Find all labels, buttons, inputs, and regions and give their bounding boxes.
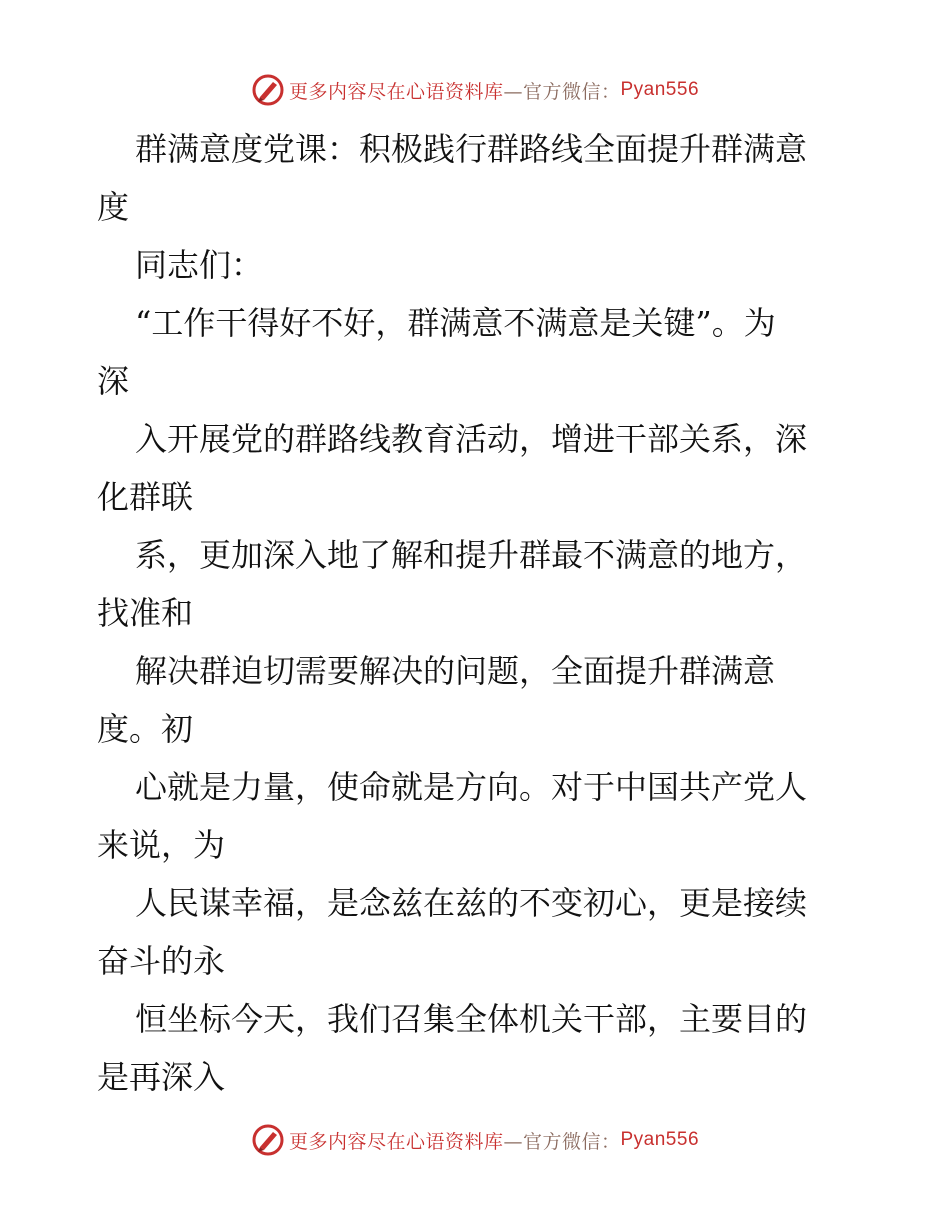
doc-line: 同志们： [135,246,264,284]
doc-line: 人民谋幸福，是念兹在兹的不变初心，更是接续 [135,884,808,922]
doc-line: 度。初 [97,710,194,748]
doc-line: 深 [97,362,130,400]
doc-line: 恒坐标今天，我们召集全体机关干部，主要目的 [135,1000,808,1038]
banner-main-text: 更多内容尽在心语资料库 [288,80,504,103]
doc-line: 度 [97,188,130,226]
banner-main-text: 更多内容尽在心语资料库 [288,1130,504,1153]
doc-line: 群满意度党课：积极践行群路线全面提升群满意 [135,130,808,168]
banner-separator-text: —官方微信： [503,80,621,103]
doc-line: 化群联 [97,478,194,516]
doc-line: 是再深入 [97,1058,226,1096]
doc-line: “工作干得好不好，群满意不满意是关键”。为 [135,304,776,342]
document-body [97,120,877,1106]
pen-logo-icon [251,1123,285,1157]
doc-line: 解决群迫切需要解决的问题，全面提升群满意 [135,652,776,690]
doc-line: 奋斗的永 [97,942,226,980]
doc-line: 系，更加深入地了解和提升群最不满意的地方， [135,536,808,574]
doc-line: 来说，为 [97,826,226,864]
banner-separator-text: —官方微信： [503,1130,621,1153]
doc-line: 找准和 [97,594,194,632]
footer-watermark-banner [0,1120,950,1160]
doc-line: 心就是力量，使命就是方向。对于中国共产党人 [135,768,808,806]
banner-wechat-id: Pyan556 [620,79,700,100]
pen-logo-icon [251,73,285,107]
doc-line: 入开展党的群路线教育活动，增进干部关系，深 [135,420,808,458]
banner-wechat-id: Pyan556 [620,1129,700,1150]
header-watermark-banner [0,70,950,110]
